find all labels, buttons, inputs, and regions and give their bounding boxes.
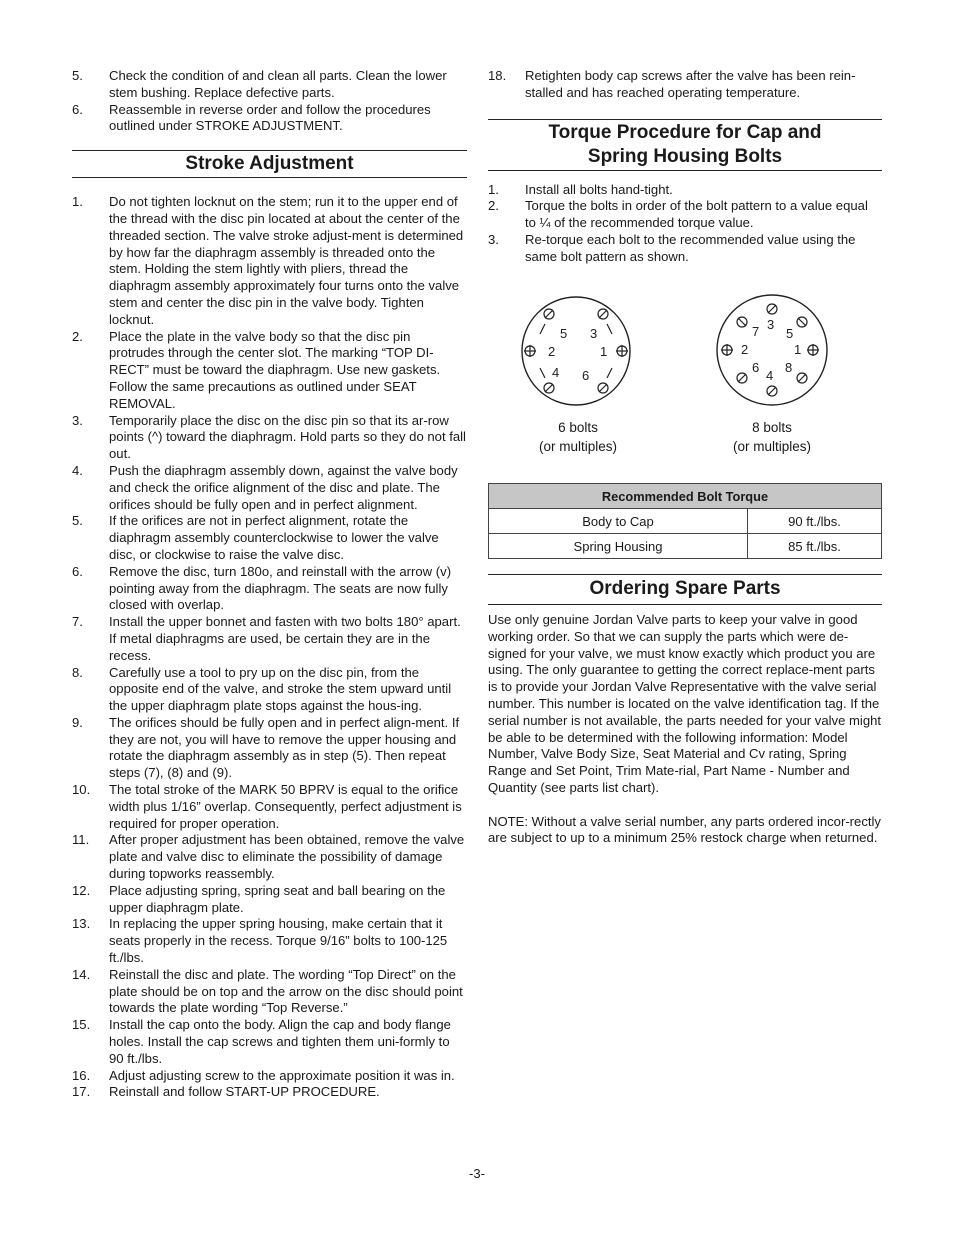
bolt-hole [616, 345, 628, 357]
right-column [488, 68, 882, 266]
bolt-label: 4 [766, 368, 774, 383]
ordering-spare-parts-heading: Ordering Spare Parts [488, 574, 882, 605]
bolt-label: 3 [767, 317, 775, 332]
bolt-label: 1 [794, 342, 802, 357]
torque-steps [488, 182, 882, 266]
bolt-label: 6 [752, 360, 760, 375]
intro-steps [72, 68, 467, 135]
list-item: 16. Adjust adjusting screw to the approximate position it was in. [72, 1067, 455, 1083]
bolt-hole [767, 386, 777, 396]
bolt-label: 1 [600, 344, 608, 359]
table-row [489, 534, 882, 559]
restock-note: NOTE: Without a valve serial number, any parts ordered incor-rectly are subject to up to a minimum 25% restock charge when returned. [488, 813, 881, 846]
bolt-pattern-8-diagram [712, 292, 832, 409]
bolt-hole [797, 317, 807, 327]
ordering-paragraph: Use only genuine Jordan Valve parts to keep your valve in good working order. So that we can supply the parts which were de-signed for your valve, we must know exactly which product you are using. The only guarantee to getting the correct replace-ment parts is to provide your Jordan Valve Representative with the valve serial number. This number is located on the valve identification tag. If the serial number is not available, the parts needed for your valve might be able to be determined with the following information: Model Number, Valve Body Size, Seat Material and Cv rating, Spring Range and Set Point, Trim Mate-rial, Part Name - Number and Quantity (see parts list chart). [488, 612, 882, 795]
list-item: 3. Re-torque each bolt to the recommended value using the same bolt pattern as shown. [488, 231, 856, 264]
recommended-bolt-torque-table [488, 483, 882, 559]
table-cell: Spring Housing [489, 534, 748, 559]
bolt-pattern-6-diagram [516, 294, 636, 409]
list-item: 1. Install all bolts hand-tight. [488, 181, 673, 197]
list-item: 10. The total stroke of the MARK 50 BPRV is equal to the orifice width plus 1/16” overlap. Consequently, perfect adjustment is required for proper operation. [72, 782, 462, 831]
ordering-section [488, 574, 882, 847]
list-item: 14. Reinstall the disc and plate. The wording “Top Direct” on the plate should be on top and the arrow on the disc should point towards the plate wording “Top Reverse.” [72, 966, 463, 1016]
table-cell: 90 ft./lbs. [748, 509, 882, 534]
list-item: 18. Retighten body cap screws after the valve has been rein-stalled and has reached operating temperature. [488, 68, 856, 100]
table-cell: Body to Cap [489, 509, 748, 534]
bolt-hole [737, 317, 747, 327]
bolt-hole [544, 383, 554, 393]
table-cell: 85 ft./lbs. [748, 534, 882, 559]
list-item: 17. Reinstall and follow START-UP PROCEDURE. [72, 1084, 380, 1100]
bolt-hole [721, 344, 733, 356]
list-item: 4. Push the diaphragm assembly down, against the valve body and check the orifice alignment of the disc and plate. The orifices should be fully open and in perfect alignment. [72, 462, 458, 512]
bolt-hole [797, 373, 807, 383]
bolt-hole [544, 309, 554, 319]
bolt-hole [807, 344, 819, 356]
list-item: 5. If the orifices are not in perfect alignment, rotate the diaphragm assembly counterclockwise to lower the valve disc, or clockwise to raise the valve disc. [72, 513, 439, 562]
pattern-8-caption: 8 bolts (or multiples) [732, 420, 811, 454]
bolt-hole [598, 309, 608, 319]
table-header-row [489, 484, 882, 509]
list-item: 1. Do not tighten locknut on the stem; run it to the upper end of the thread with the disc pin located at about the center of the threaded section. The valve stroke adjust-ment is determined by how far the diaphragm assembly is threaded onto the stem. Holding the stem lightly with pliers, thread the diaphragm assembly approximately four turns onto the valve stem and center the disc pin in the valve body. Tighten locknut. [72, 194, 464, 327]
bolt-hole [524, 345, 536, 357]
bolt-label: 6 [582, 368, 590, 383]
table-row [489, 509, 882, 534]
bolt-label: 4 [552, 365, 560, 380]
bolt-label: 2 [741, 342, 749, 357]
list-item: 6. Reassemble in reverse order and follow the procedures outlined under STROKE ADJUSTMENT. [72, 101, 431, 134]
torque-procedure-heading: Torque Procedure for Cap and Spring Housing Bolts [488, 119, 882, 171]
list-item: 12. Place adjusting spring, spring seat and ball bearing on the upper diaphragm plate. [72, 882, 446, 915]
bolt-label: 2 [548, 344, 556, 359]
pattern-6-caption: 6 bolts (or multiples) [538, 420, 617, 454]
bolt-label: 7 [752, 324, 760, 339]
list-item: 8. Carefully use a tool to pry up on the disc pin, from the opposite end of the valve, and stroke the stem upward until the upper diaphragm plate stops against the hous-ing. [72, 664, 452, 714]
stroke-steps [72, 194, 467, 1101]
stroke-adjustment-heading: Stroke Adjustment [72, 150, 467, 178]
list-item: 9. The orifices should be fully open and in perfect align-ment. If they are not, you will have to remove the upper housing and rotate the diaphragm assembly as in step (5). Then repeat steps (7), (8) and (9). [72, 714, 460, 781]
list-item: 2. Place the plate in the valve body so that the disc pin protrudes through the center slot. The marking “TOP DI-RECT” must be toward the diaphragm. Use new gaskets. Follow the same precautions as outlined under SEAT REMOVAL. [72, 328, 441, 411]
list-item: 15. Install the cap onto the body. Align the cap and body flange holes. Install the cap screws and tighten them uni-formly to 90 ft./lbs. [72, 1017, 451, 1066]
bolt-label: 3 [590, 326, 598, 341]
table-header: Recommended Bolt Torque [489, 484, 882, 509]
bolt-label: 5 [560, 326, 568, 341]
list-item: 3. Temporarily place the disc on the disc pin so that its ar-row points (^) toward the diaphragm. Hold parts so they do not fall out. [72, 412, 466, 462]
bolt-hole [737, 373, 747, 383]
list-item: 5. Check the condition of and clean all parts. Clean the lower stem bushing. Replace defective parts. [72, 68, 447, 100]
list-item: 13. In replacing the upper spring housing, make certain that it seats properly in the recess. Torque 9/16” bolts to 100-125 ft./lbs. [72, 916, 448, 966]
bolt-hole [598, 383, 608, 393]
list-item: 11. After proper adjustment has been obtained, remove the valve plate and valve disc to eliminate the possibility of damage during topworks reassembly. [72, 832, 465, 882]
list-item: 7. Install the upper bonnet and fasten with two bolts 180° apart. If metal diaphragms are used, be certain they are in the recess. [72, 614, 461, 663]
bolt-label: 8 [785, 360, 793, 375]
retighten-step [488, 68, 882, 102]
page-number: -3- [469, 1166, 485, 1181]
bolt-hole [767, 304, 777, 314]
list-item: 6. Remove the disc, turn 180o, and reinstall with the arrow (v) pointing away from the diaphragm. The seats are now fully closed with overlap. [72, 563, 452, 613]
list-item: 2. Torque the bolts in order of the bolt pattern to a value equal to ¼ of the recommended torque value. [488, 198, 868, 231]
left-column [72, 68, 467, 1101]
bolt-label: 5 [786, 326, 794, 341]
